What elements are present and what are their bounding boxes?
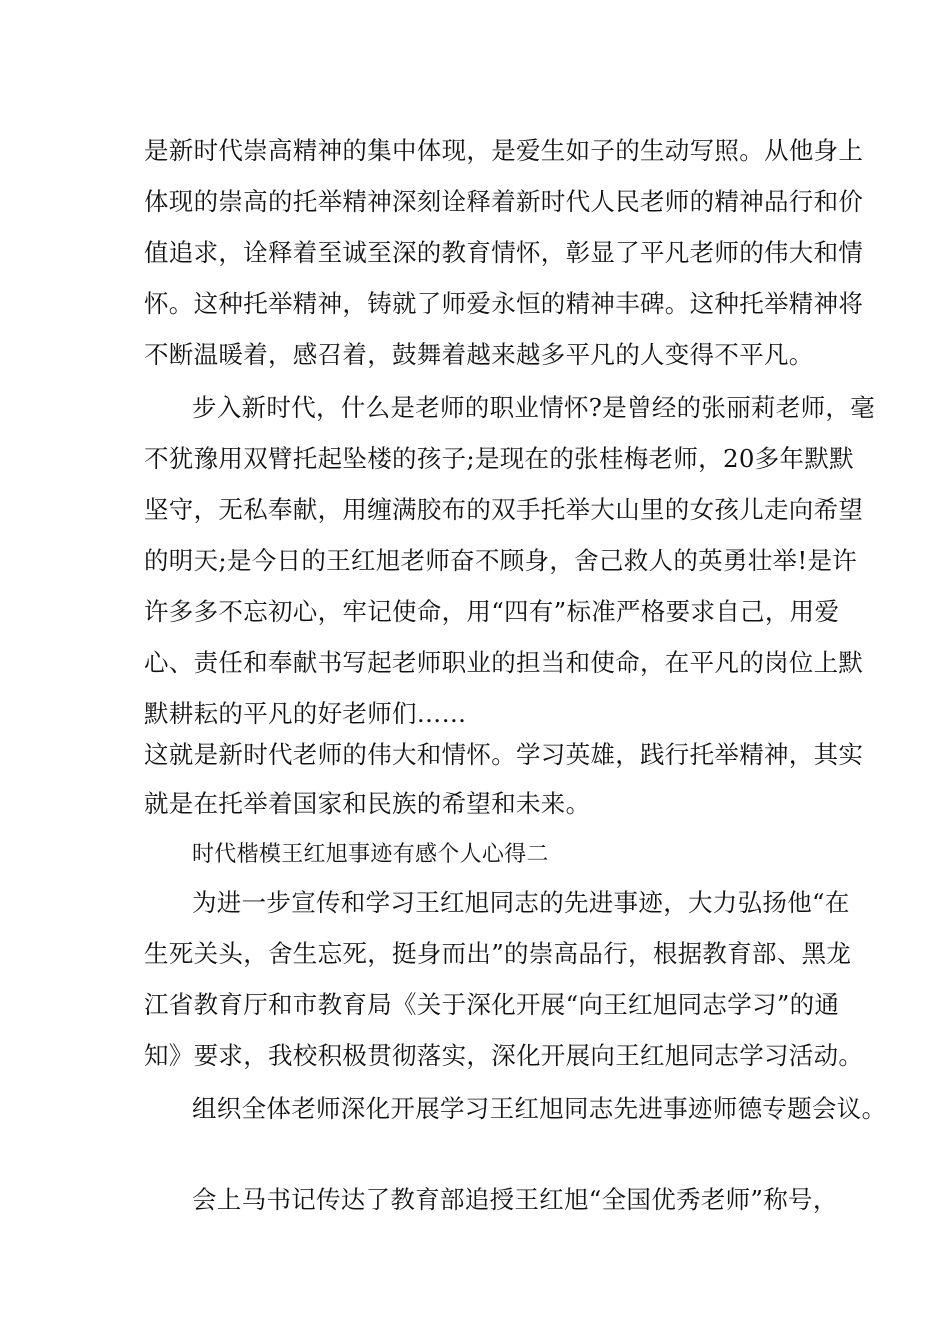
text-line: 知》要求，我校积极贯彻落实，深化开展向王红旭同志学习活动。 [144, 1041, 864, 1070]
text-line: 许多多不忘初心，牢记使命，用“四有”标准严格要求自己，用爱 [144, 597, 840, 626]
text-line: 江省教育厅和市教育局《关于深化开展“向王红旭同志学习”的通 [144, 990, 840, 1019]
text-line: 就是在托举着国家和民族的希望和未来。 [144, 789, 591, 818]
text-line: 是新时代崇高精神的集中体现，是爱生如子的生动写照。从他身上 [144, 136, 864, 165]
text-line: 默耕耘的平凡的好老师们…… [144, 699, 467, 728]
text-line: 不断温暖着，感召着，鼓舞着越来越多平凡的人变得不平凡。 [144, 340, 814, 369]
text-line: 体现的崇高的托举精神深刻诠释着新时代人民老师的精神品行和价 [144, 187, 864, 216]
paragraph-start-line: 组织全体老师深化开展学习王红旭同志先进事迹师德专题会议。 [192, 1094, 887, 1123]
section-heading: 时代楷模王红旭事迹有感个人心得二 [192, 842, 549, 867]
text-line: 生死关头，舍生忘死，挺身而出”的崇高品行，根据教育部、黑龙 [144, 939, 852, 968]
text-line: 的明天;是今日的王红旭老师奋不顾身，舍己救人的英勇壮举!是许 [144, 546, 858, 575]
paragraph-start-line: 会上马书记传达了教育部追授王红旭“全国优秀老师”称号， [192, 1185, 838, 1214]
text-line: 这就是新时代老师的伟大和情怀。学习英雄，践行托举精神，其实 [144, 740, 864, 769]
paragraph-start-line: 为进一步宣传和学习王红旭同志的先进事迹，大力弘扬他“在 [192, 888, 850, 917]
paragraph-start-line: 步入新时代，什么是老师的职业情怀?是曾经的张丽莉老师，毫 [192, 393, 876, 422]
text-line: 不犹豫用双臂托起坠楼的孩子;是现在的张桂梅老师，20多年默默 [144, 444, 854, 473]
text-line: 坚守，无私奉献，用缠满胶布的双手托举大山里的女孩儿走向希望 [144, 495, 864, 524]
text-line: 值追求，诠释着至诚至深的教育情怀，彰显了平凡老师的伟大和情 [144, 238, 864, 267]
text-line: 心、责任和奉献书写起老师职业的担当和使命，在平凡的岗位上默 [144, 648, 864, 677]
text-line: 怀。这种托举精神，铸就了师爱永恒的精神丰碑。这种托举精神将 [144, 289, 864, 318]
